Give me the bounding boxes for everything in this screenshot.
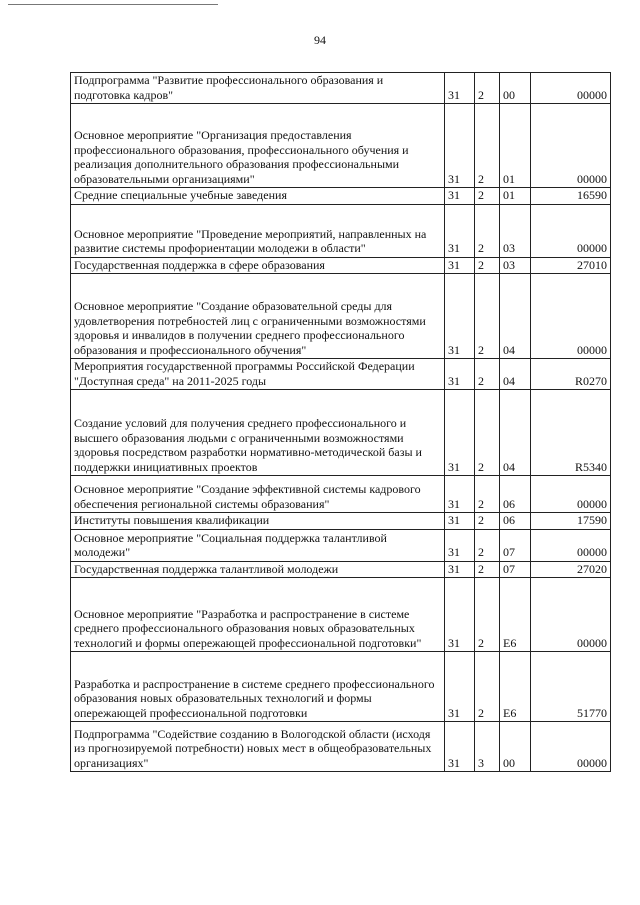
direction-code-cell: 00000	[531, 578, 611, 652]
subprogram-code-cell: 2	[475, 476, 500, 513]
direction-code-cell: 00000	[531, 476, 611, 513]
event-code-cell: 07	[500, 529, 531, 561]
top-rule	[8, 4, 218, 5]
table-row	[71, 529, 611, 561]
subprogram-code-cell: 2	[475, 529, 500, 561]
program-code-cell: 31	[445, 513, 475, 530]
program-code-cell: 31	[445, 722, 475, 772]
event-code-cell: 00	[500, 73, 531, 104]
event-code-cell: 06	[500, 513, 531, 530]
table-row	[71, 257, 611, 274]
subprogram-code-cell: 2	[475, 188, 500, 205]
subprogram-code-cell: 2	[475, 104, 500, 188]
row-name-cell: Подпрограмма "Развитие профессионального образования и подготовка кадров"	[71, 73, 445, 104]
direction-code-cell: 00000	[531, 274, 611, 359]
row-name-cell: Основное мероприятие "Разработка и распространение в системе среднего профессионального образования новых образовательных технологий и формы опережающей профессиональной подготовки"	[71, 578, 445, 652]
direction-code-cell: 27010	[531, 257, 611, 274]
subprogram-code-cell: 2	[475, 578, 500, 652]
direction-code-cell: R0270	[531, 359, 611, 390]
subprogram-code-cell: 2	[475, 390, 500, 476]
row-name-cell: Мероприятия государственной программы Российской Федерации "Доступная среда" на 2011-2025 годы	[71, 359, 445, 390]
subprogram-code-cell: 2	[475, 257, 500, 274]
row-name-cell: Разработка и распространение в системе среднего профессионального образования новых образовательных технологий и формы опережающей профессиональной подготовки	[71, 652, 445, 722]
table-row	[71, 204, 611, 257]
direction-code-cell: 17590	[531, 513, 611, 530]
event-code-cell: 03	[500, 204, 531, 257]
program-code-cell: 31	[445, 257, 475, 274]
event-code-cell: 04	[500, 274, 531, 359]
row-name-cell: Средние специальные учебные заведения	[71, 188, 445, 205]
subprogram-code-cell: 2	[475, 561, 500, 578]
event-code-cell: 01	[500, 104, 531, 188]
event-code-cell: 01	[500, 188, 531, 205]
row-name-cell: Основное мероприятие "Создание образовательной среды для удовлетворения потребностей лиц с ограниченными возможностями здоровья и инвалидов в получении среднего профессионального образования и профессионального обучения"	[71, 274, 445, 359]
table-row	[71, 390, 611, 476]
subprogram-code-cell: 3	[475, 722, 500, 772]
subprogram-code-cell: 2	[475, 513, 500, 530]
program-code-cell: 31	[445, 578, 475, 652]
table-row	[71, 476, 611, 513]
subprogram-code-cell: 2	[475, 274, 500, 359]
event-code-cell: 07	[500, 561, 531, 578]
direction-code-cell: 51770	[531, 652, 611, 722]
row-name-cell: Институты повышения квалификации	[71, 513, 445, 530]
direction-code-cell: 00000	[531, 529, 611, 561]
direction-code-cell: R5340	[531, 390, 611, 476]
direction-code-cell: 16590	[531, 188, 611, 205]
row-name-cell: Основное мероприятие "Проведение мероприятий, направленных на развитие системы профориентации молодежи в области"	[71, 204, 445, 257]
table-row	[71, 274, 611, 359]
subprogram-code-cell: 2	[475, 73, 500, 104]
row-name-cell: Государственная поддержка талантливой молодежи	[71, 561, 445, 578]
program-code-cell: 31	[445, 104, 475, 188]
table-row	[71, 652, 611, 722]
program-code-cell: 31	[445, 274, 475, 359]
direction-code-cell: 00000	[531, 204, 611, 257]
page-number: 94	[314, 33, 326, 47]
table-row	[71, 578, 611, 652]
table-row	[71, 561, 611, 578]
row-name-cell: Создание условий для получения среднего профессионального и высшего образования людьми с ограниченными возможностями здоровья посредством разработки нормативно-методической базы и поддержки инициативных проектов	[71, 390, 445, 476]
event-code-cell: 03	[500, 257, 531, 274]
program-code-cell: 31	[445, 188, 475, 205]
table-row	[71, 104, 611, 188]
subprogram-code-cell: 2	[475, 204, 500, 257]
table-row	[71, 513, 611, 530]
event-code-cell: Е6	[500, 652, 531, 722]
subprogram-code-cell: 2	[475, 359, 500, 390]
program-code-cell: 31	[445, 390, 475, 476]
row-name-cell: Основное мероприятие "Создание эффективной системы кадрового обеспечения региональной системы образования"	[71, 476, 445, 513]
table-row	[71, 359, 611, 390]
program-code-cell: 31	[445, 359, 475, 390]
direction-code-cell: 00000	[531, 722, 611, 772]
table-row	[71, 188, 611, 205]
table-row	[71, 73, 611, 104]
table-row	[71, 722, 611, 772]
program-code-cell: 31	[445, 204, 475, 257]
event-code-cell: 04	[500, 359, 531, 390]
program-code-cell: 31	[445, 476, 475, 513]
subprogram-code-cell: 2	[475, 652, 500, 722]
direction-code-cell: 27020	[531, 561, 611, 578]
event-code-cell: Е6	[500, 578, 531, 652]
program-code-cell: 31	[445, 73, 475, 104]
event-code-cell: 00	[500, 722, 531, 772]
event-code-cell: 06	[500, 476, 531, 513]
event-code-cell: 04	[500, 390, 531, 476]
row-name-cell: Подпрограмма "Содействие созданию в Вологодской области (исходя из прогнозируемой потребности) новых мест в общеобразовательных организациях"	[71, 722, 445, 772]
program-code-cell: 31	[445, 529, 475, 561]
program-code-cell: 31	[445, 652, 475, 722]
row-name-cell: Основное мероприятие "Социальная поддержка талантливой молодежи"	[71, 529, 445, 561]
direction-code-cell: 00000	[531, 73, 611, 104]
budget-classification-table	[70, 72, 611, 772]
program-code-cell: 31	[445, 561, 475, 578]
row-name-cell: Государственная поддержка в сфере образования	[71, 257, 445, 274]
row-name-cell: Основное мероприятие "Организация предоставления профессионального образования, профессионального обучения и реализация дополнительного образования профессиональными образовательными организациями"	[71, 104, 445, 188]
direction-code-cell: 00000	[531, 104, 611, 188]
